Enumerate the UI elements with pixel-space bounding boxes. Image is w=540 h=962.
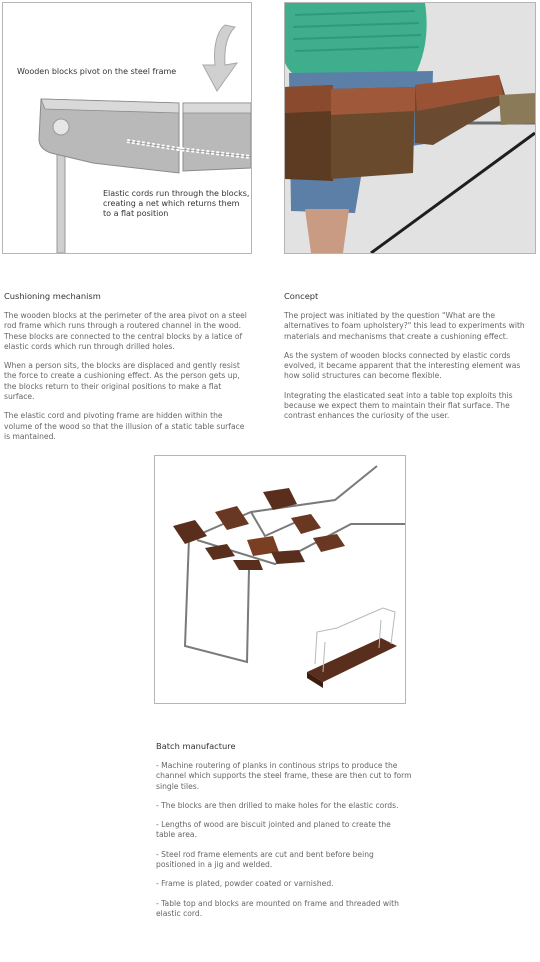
list-item: - Machine routering of planks in continous strips to produce the channel which supports the steel frame, these are then cut to form single tiles. (156, 761, 412, 791)
list-item: - Frame is plated, powder coated or varnished. (156, 879, 334, 889)
diagram-top-caption: Wooden blocks pivot on the steel frame (17, 67, 177, 76)
cushioning-text (4, 311, 250, 451)
paragraph: The elastic cord and pivoting frame are hidden within the volume of the wood so that the illusion of a static table surface is mantained. (4, 411, 245, 441)
batch-heading: Batch manufacture (156, 741, 236, 751)
list-item: - The blocks are then drilled to make holes for the elastic cords. (156, 800, 399, 810)
pivot-diagram (2, 2, 252, 254)
batch-text (156, 761, 412, 928)
list-item: - Lengths of wood are biscuit jointed and planed to create the table area. (156, 820, 391, 840)
seated-photo (284, 2, 536, 254)
table-render-image (155, 456, 405, 703)
wood-block (499, 93, 535, 125)
pivot-rod-end (53, 119, 69, 135)
caption-line: Elastic cords run through the blocks, (103, 189, 250, 198)
down-arrow-icon (203, 25, 237, 91)
list-item: - Table top and blocks are mounted on frame and threaded with elastic cord. (156, 898, 399, 918)
steel-frame (185, 466, 405, 662)
concept-text (284, 311, 534, 431)
diagram-bottom-caption (103, 189, 249, 219)
paragraph: Integrating the elasticated seat into a table top exploits this because we expect them to maintain their flat surface. The contrast enhances the curiosity of the user. (284, 390, 513, 421)
cushioning-heading: Cushioning mechanism (4, 291, 101, 301)
paragraph: The project was initiated by the question "What are the alternatives to foam upholstery?" this lead to experiments with materials and mechanisms that create a cushioning effect. (284, 311, 525, 341)
table-render (154, 455, 406, 704)
paragraph: When a person sits, the blocks are displaced and gently resist the force to create a cushioning effect. As the person gets up, the blocks return to their original positions to make a flat surface. (4, 361, 240, 402)
wooden-tiles (173, 488, 345, 570)
seated-photo-image (285, 3, 535, 253)
paragraph: As the system of wooden blocks connected by elastic cords evolved, it became apparent that the interesting element was how solid structures can become flexible. (284, 350, 521, 381)
leg (305, 209, 349, 253)
small-table-render (307, 608, 397, 688)
list-item: - Steel rod frame elements are cut and bent before being positioned in a jig and welded. (156, 849, 374, 870)
caption-line: creating a net which returns them (103, 199, 240, 208)
paragraph: The wooden blocks at the perimeter of the area pivot on a steel rod frame which runs through a routered channel in the wood. These blocks are connected to the central blocks by a latice of elastic cords which run through drilled holes. (4, 311, 247, 351)
caption-line: to a flat position (103, 209, 169, 218)
concept-heading: Concept (284, 291, 319, 301)
